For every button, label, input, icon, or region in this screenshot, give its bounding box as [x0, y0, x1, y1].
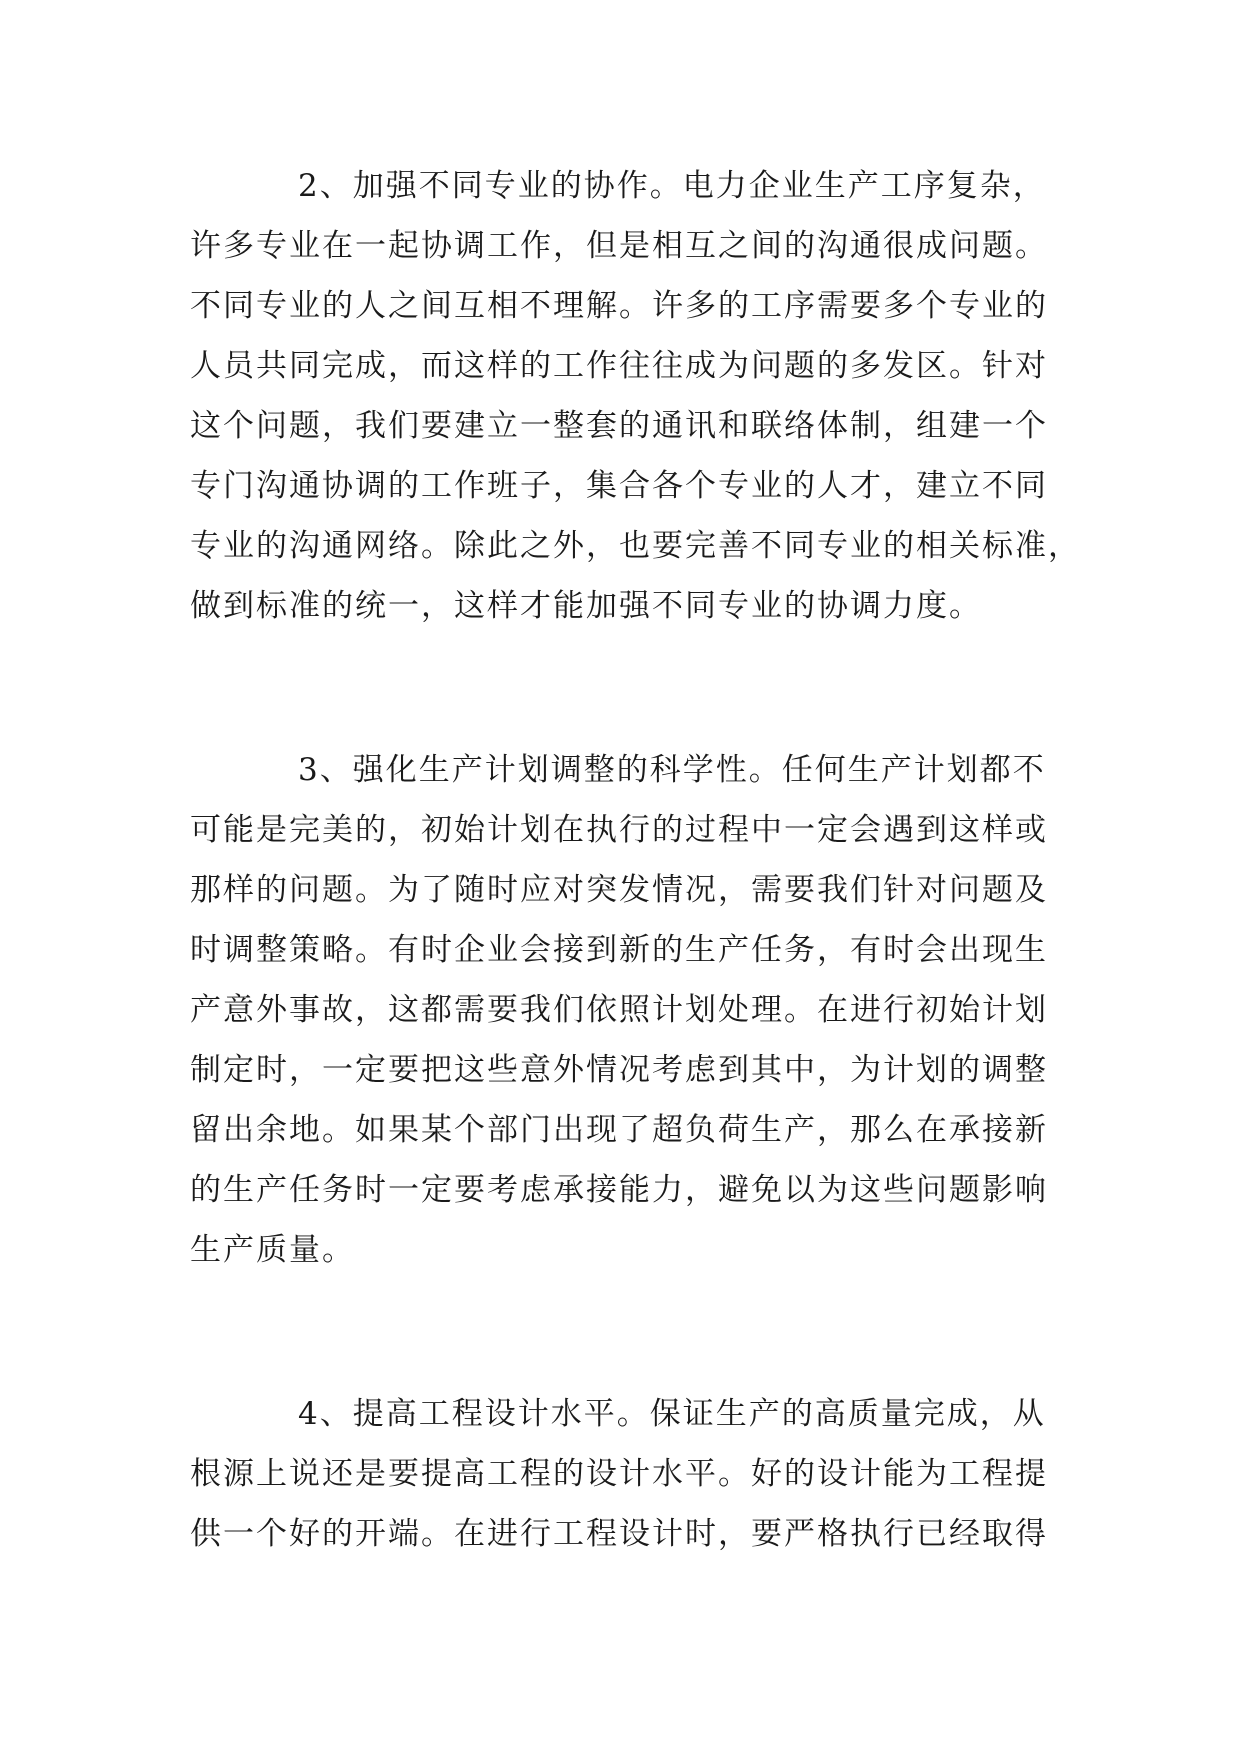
paragraph-collaboration [190, 156, 1081, 636]
paragraph-line: 2、加强不同专业的协作。电力企业生产工序复杂， [298, 168, 1046, 204]
paragraph-line: 专业的沟通网络。除此之外，也要完善不同专业的相关标准， [190, 528, 1081, 564]
paragraph-line: 可能是完美的，初始计划在执行的过程中一定会遇到这样或 [190, 812, 1048, 848]
paragraph-line: 许多专业在一起协调工作，但是相互之间的沟通很成问题。 [190, 228, 1048, 264]
paragraph-line: 时调整策略。有时企业会接到新的生产任务，有时会出现生 [190, 932, 1048, 968]
paragraph-design [190, 1384, 1070, 1564]
paragraph-line: 这个问题，我们要建立一整套的通讯和联络体制，组建一个 [190, 408, 1048, 444]
paragraph-line: 供一个好的开端。在进行工程设计时，要严格执行已经取得 [190, 1516, 1048, 1552]
paragraph-line: 根源上说还是要提高工程的设计水平。好的设计能为工程提 [190, 1456, 1048, 1492]
paragraph-line: 人员共同完成，而这样的工作往往成为问题的多发区。针对 [190, 348, 1048, 384]
paragraph-line: 不同专业的人之间互相不理解。许多的工序需要多个专业的 [190, 288, 1048, 324]
paragraph-line: 生产质量。 [190, 1232, 355, 1268]
paragraph-line: 做到标准的统一，这样才能加强不同专业的协调力度。 [190, 588, 982, 624]
paragraph-planning [190, 740, 1070, 1280]
paragraph-line: 3、强化生产计划调整的科学性。任何生产计划都不 [298, 752, 1046, 788]
paragraph-line: 4、提高工程设计水平。保证生产的高质量完成，从 [298, 1396, 1046, 1432]
paragraph-line: 留出余地。如果某个部门出现了超负荷生产，那么在承接新 [190, 1112, 1048, 1148]
paragraph-line: 专门沟通协调的工作班子，集合各个专业的人才，建立不同 [190, 468, 1048, 504]
paragraph-line: 产意外事故，这都需要我们依照计划处理。在进行初始计划 [190, 992, 1048, 1028]
paragraph-line: 那样的问题。为了随时应对突发情况，需要我们针对问题及 [190, 872, 1048, 908]
paragraph-line: 的生产任务时一定要考虑承接能力，避免以为这些问题影响 [190, 1172, 1048, 1208]
paragraph-line: 制定时，一定要把这些意外情况考虑到其中，为计划的调整 [190, 1052, 1048, 1088]
